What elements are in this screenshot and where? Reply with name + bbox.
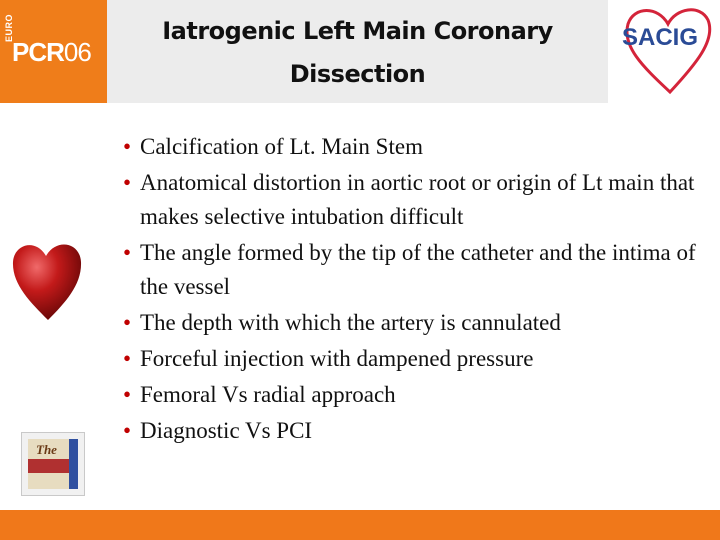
bullet-marker: • [123, 382, 132, 407]
footer-bar [0, 510, 720, 540]
logo-wordmark [12, 37, 91, 68]
bullet-text: The depth with which the artery is cannulated [140, 310, 561, 335]
bullet-item [123, 414, 703, 448]
club-logo-side [69, 439, 78, 489]
bullet-item [123, 342, 703, 376]
bullet-item [123, 378, 703, 412]
bullet-text: Forceful injection with dampened pressure [140, 346, 534, 371]
slide-title [107, 10, 608, 96]
bullet-text: The angle formed by the tip of the catheter and the intima of the vessel [140, 240, 696, 299]
logo-year: 06 [63, 37, 91, 67]
bullet-item [123, 166, 703, 234]
bullet-marker: • [123, 134, 132, 159]
title-box [107, 0, 608, 103]
logo-brand: PCR [12, 37, 64, 67]
sacig-logo [612, 0, 720, 103]
club-logo-inner [28, 439, 78, 489]
bullet-marker: • [123, 418, 132, 443]
bullet-text: Diagnostic Vs PCI [140, 418, 313, 443]
bullet-text: Calcification of Lt. Main Stem [140, 134, 423, 159]
bullet-marker: • [123, 310, 132, 335]
club-logo-text: The [36, 442, 57, 457]
club-logo-icon [21, 432, 85, 496]
title-line-1: Iatrogenic Left Main Coronary [162, 17, 553, 45]
bullet-text: Anatomical distortion in aortic root or origin of Lt main that makes selective intubation difficult [140, 170, 695, 229]
heart-icon [10, 236, 84, 322]
bullet-item [123, 130, 703, 164]
bullet-list [123, 130, 703, 450]
bullet-marker: • [123, 170, 132, 195]
sacig-text: SACIG [622, 24, 699, 51]
bullet-text: Femoral Vs radial approach [140, 382, 396, 407]
europcr-logo [0, 0, 107, 103]
title-line-2: Dissection [289, 60, 426, 88]
bullet-item [123, 236, 703, 304]
logo-prefix: EURO [4, 13, 14, 42]
bullet-item [123, 306, 703, 340]
bullet-marker: • [123, 346, 132, 371]
bullet-marker: • [123, 240, 132, 265]
